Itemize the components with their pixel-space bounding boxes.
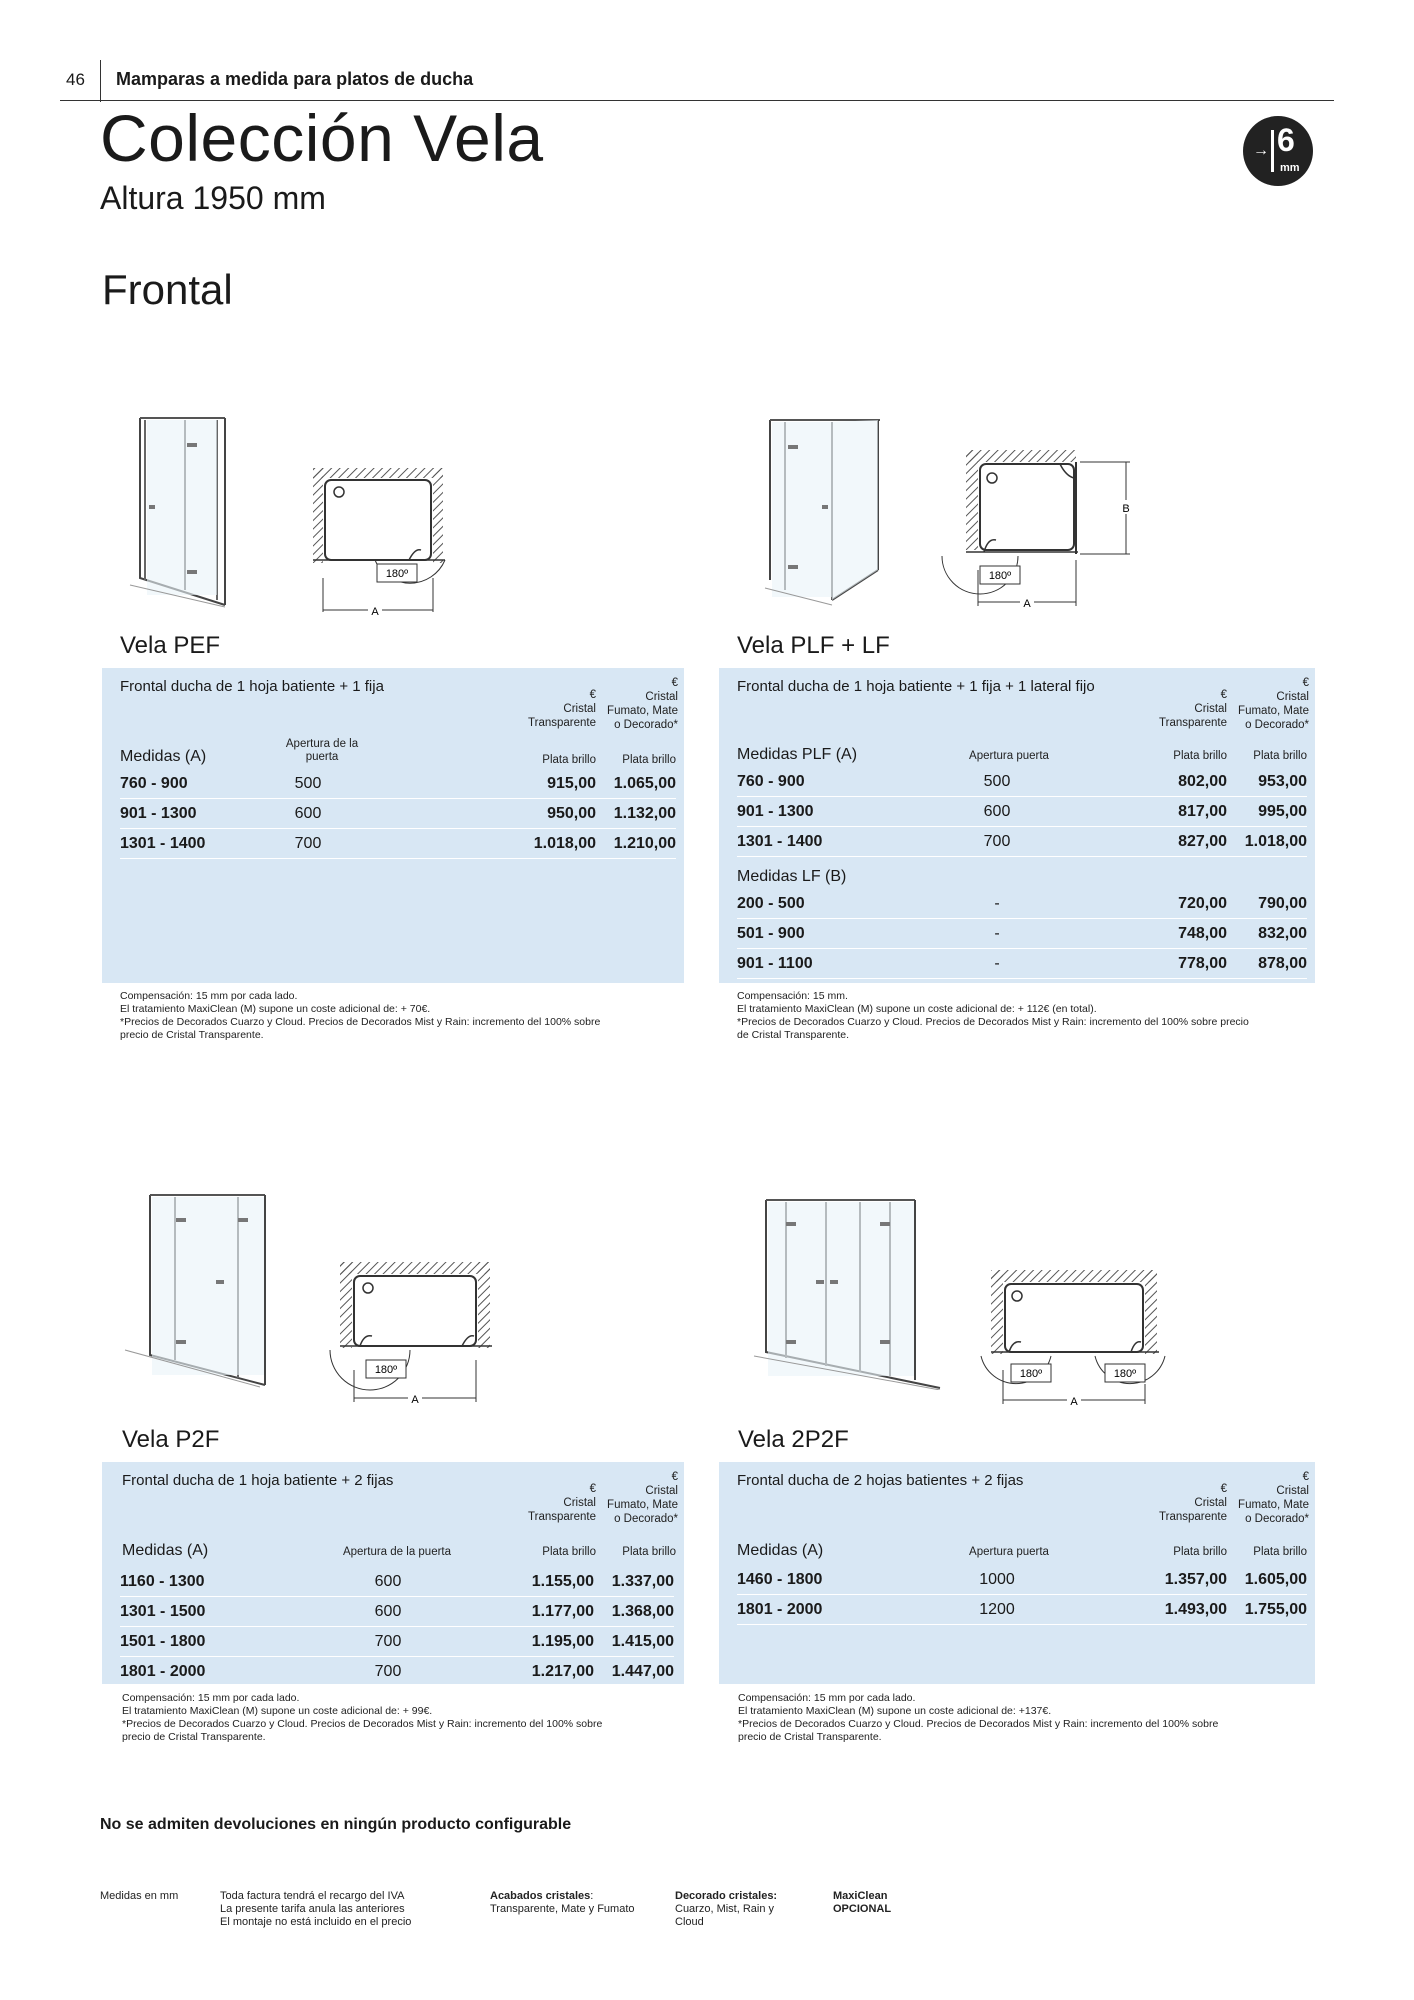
row-measure: 501 - 900	[737, 925, 805, 942]
row-price-transparent: 778,00	[1178, 955, 1227, 972]
table-row	[737, 920, 1307, 949]
table-row	[737, 1566, 1307, 1595]
col-medidas: Medidas PLF (A)	[737, 746, 858, 763]
page-title: Colección Vela	[100, 101, 544, 175]
table-row	[120, 1658, 674, 1687]
table-row	[737, 1596, 1307, 1625]
row-price-decorado: 953,00	[1258, 773, 1307, 790]
row-price-decorado: 790,00	[1258, 895, 1307, 912]
row-measure: 1460 - 1800	[737, 1571, 823, 1588]
row-opening: 600	[294, 805, 322, 822]
row-price-transparent: 1.018,00	[533, 835, 596, 852]
2p2f-plan-drawing	[975, 1260, 1175, 1410]
row-price-decorado: 1.018,00	[1244, 833, 1307, 850]
svg-text:A: A	[1023, 598, 1031, 610]
row-price-transparent: 1.155,00	[531, 1573, 594, 1590]
row-price-transparent: 748,00	[1178, 925, 1227, 942]
footer-invoice-info: Toda factura tendrá el recargo del IVA La presente tarifa anula las anteriores El montaje no está incluido en el precio	[220, 1890, 412, 1928]
footer-units: Medidas en mm	[100, 1890, 179, 1902]
svg-text:A: A	[411, 1394, 419, 1406]
pef-perspective-drawing	[125, 410, 265, 610]
plf-perspective-drawing	[760, 410, 920, 610]
row-measure: 760 - 900	[737, 773, 805, 790]
table-row	[120, 830, 676, 859]
svg-text:180º: 180º	[988, 570, 1012, 582]
product-name-plf: Vela PLF + LF	[737, 632, 890, 659]
category-heading: Frontal	[102, 266, 233, 313]
row-opening: 500	[294, 775, 322, 792]
row-price-transparent: 1.493,00	[1164, 1601, 1227, 1618]
row-price-transparent: 1.217,00	[531, 1663, 594, 1680]
row-price-decorado: 878,00	[1258, 955, 1307, 972]
col-finish2: Plata brillo	[622, 754, 676, 766]
row-opening: 1200	[979, 1601, 1015, 1618]
row-opening: -	[994, 895, 1000, 912]
row-measure: 1801 - 2000	[120, 1663, 206, 1680]
col-finish2: Plata brillo	[622, 1546, 676, 1558]
table-row	[120, 1628, 674, 1657]
col-medidas: Medidas (A)	[120, 748, 207, 765]
row-opening: -	[994, 925, 1000, 942]
col-price-transparent: € Cristal Transparente	[528, 689, 596, 729]
row-price-transparent: 1.177,00	[531, 1603, 594, 1620]
row-price-decorado: 1.132,00	[613, 805, 676, 822]
col-price-decorado: € Cristal Fumato, Mate o Decorado*	[607, 1471, 678, 1525]
row-measure: 901 - 1300	[120, 805, 197, 822]
angle-label: 180º	[385, 568, 409, 580]
row-price-decorado: 1.065,00	[613, 775, 676, 792]
product-name-pef: Vela PEF	[120, 632, 221, 659]
col-price-transparent: € Cristal Transparente	[1159, 689, 1227, 729]
arrow-right-icon: →	[1253, 142, 1269, 159]
plf-plan-drawing	[938, 450, 1138, 620]
footer-glass-finishes	[490, 1890, 635, 1916]
row-opening: 700	[374, 1663, 402, 1680]
row-price-transparent: 720,00	[1178, 895, 1227, 912]
table-row	[737, 768, 1307, 797]
col-finish1: Plata brillo	[542, 754, 596, 766]
price-table-2p2f	[719, 1462, 1315, 1684]
row-measure: 760 - 900	[120, 775, 188, 792]
table-row	[120, 1568, 674, 1597]
price-table-pef	[102, 668, 684, 983]
notes-p2f: Compensación: 15 mm por cada lado. El tratamiento MaxiClean (M) supone un coste adicional de: + 99€. *Precios de Decorados Cuarzo y Cloud. Precios de Decorados Mist y Rain: incremento del 100% sobre precio de Cristal Transparente.	[122, 1692, 603, 1743]
pef-plan-drawing	[305, 460, 460, 620]
notes-plf: Compensación: 15 mm. El tratamiento MaxiClean (M) supone un coste adicional de: + 112€ (en total). *Precios de Decorados Cuarzo y Cloud. Precios de Decorados Mist y Rain: incremento del 100% sobre precio de Cristal Transparente.	[737, 990, 1249, 1041]
glass-thickness-badge	[1243, 116, 1313, 186]
row-price-decorado: 1.755,00	[1244, 1601, 1307, 1618]
row-opening: 500	[983, 773, 1011, 790]
table-description: Frontal ducha de 1 hoja batiente + 1 fija + 1 lateral fijo	[737, 678, 1095, 695]
svg-text:A: A	[1070, 1396, 1078, 1408]
col-price-decorado: € Cristal Fumato, Mate o Decorado*	[1238, 677, 1309, 731]
glass-bar-icon	[1271, 130, 1274, 172]
col-price-transparent: € Cristal Transparente	[1159, 1483, 1227, 1523]
table-row	[737, 798, 1307, 827]
row-price-transparent: 817,00	[1178, 803, 1227, 820]
row-opening: 1000	[979, 1571, 1015, 1588]
table-row	[120, 770, 676, 799]
svg-text:180º: 180º	[1113, 1368, 1137, 1380]
col-apertura: Apertura puerta	[969, 1546, 1049, 1558]
footer-colon: :	[590, 1890, 594, 1902]
row-price-decorado: 1.210,00	[613, 835, 676, 852]
row-price-decorado: 1.447,00	[611, 1663, 674, 1680]
table-row	[737, 828, 1307, 857]
price-table-p2f	[102, 1462, 684, 1684]
row-price-decorado: 995,00	[1258, 803, 1307, 820]
col-price-decorado: € Cristal Fumato, Mate o Decorado*	[607, 677, 678, 731]
table-description: Frontal ducha de 1 hoja batiente + 1 fija	[120, 678, 384, 695]
footer-maxiclean-title: MaxiClean	[833, 1890, 888, 1902]
row-price-decorado: 832,00	[1258, 925, 1307, 942]
price-table-plf	[719, 668, 1315, 983]
row-measure: 1801 - 2000	[737, 1601, 823, 1618]
row-measure: 200 - 500	[737, 895, 805, 912]
svg-text:180º: 180º	[1019, 1368, 1043, 1380]
notes-2p2f: Compensación: 15 mm por cada lado. El tratamiento MaxiClean (M) supone un coste adicional de: +137€. *Precios de Decorados Cuarzo y Cloud. Precios de Decorados Mist y Rain: incremento del 100% sobre precio de Cristal Transparente.	[738, 1692, 1219, 1743]
row-price-transparent: 1.357,00	[1164, 1571, 1227, 1588]
row-opening: 600	[983, 803, 1011, 820]
no-returns-notice: No se admiten devoluciones en ningún producto configurable	[100, 1816, 572, 1833]
row-opening: 600	[374, 1573, 402, 1590]
col-finish1: Plata brillo	[1173, 1546, 1227, 1558]
col-apertura: Apertura puerta	[969, 750, 1049, 762]
row-measure: 1501 - 1800	[120, 1633, 206, 1650]
row-price-transparent: 915,00	[547, 775, 596, 792]
table-row	[737, 890, 1307, 919]
footer-glass-finishes-title: Acabados cristales	[490, 1890, 591, 1902]
col-price-transparent: € Cristal Transparente	[528, 1483, 596, 1523]
svg-text:B: B	[1122, 503, 1130, 515]
footer-decorated-glass	[675, 1890, 777, 1929]
col-medidas-lf: Medidas LF (B)	[737, 868, 847, 885]
row-measure: 901 - 1300	[737, 803, 814, 820]
row-price-transparent: 827,00	[1178, 833, 1227, 850]
row-opening: -	[994, 955, 1000, 972]
row-measure: 1301 - 1500	[120, 1603, 206, 1620]
page-subtitle: Altura 1950 mm	[100, 180, 326, 216]
col-finish1: Plata brillo	[542, 1546, 596, 1558]
badge-unit: mm	[1280, 162, 1300, 174]
row-opening: 700	[983, 833, 1011, 850]
col-price-decorado: € Cristal Fumato, Mate o Decorado*	[1238, 1471, 1309, 1525]
notes-pef: Compensación: 15 mm por cada lado. El tratamiento MaxiClean (M) supone un coste adicional de: + 70€. *Precios de Decorados Cuarzo y Cloud. Precios de Decorados Mist y Rain: incremento del 100% sobre precio de Cristal Transparente.	[120, 990, 601, 1041]
p2f-plan-drawing	[320, 1260, 500, 1410]
row-price-decorado: 1.605,00	[1244, 1571, 1307, 1588]
row-measure: 1301 - 1400	[737, 833, 823, 850]
product-name-p2f: Vela P2F	[122, 1426, 220, 1453]
footer-decorated-body: Cuarzo, Mist, Rain y Cloud	[675, 1903, 775, 1928]
row-opening: 700	[294, 835, 322, 852]
row-measure: 1160 - 1300	[120, 1573, 205, 1590]
row-price-transparent: 950,00	[547, 805, 596, 822]
table-row	[120, 800, 676, 829]
product-name-2p2f: Vela 2P2F	[738, 1426, 849, 1453]
svg-text:A: A	[371, 606, 379, 618]
row-price-decorado: 1.337,00	[611, 1573, 674, 1590]
badge-value: 6	[1277, 122, 1295, 158]
footer-decorated-title: Decorado cristales:	[675, 1890, 778, 1902]
page-number: 46	[66, 70, 85, 89]
row-measure: 901 - 1100	[737, 955, 813, 972]
2p2f-perspective-drawing	[750, 1190, 950, 1390]
col-finish2: Plata brillo	[1253, 1546, 1307, 1558]
p2f-perspective-drawing	[120, 1190, 280, 1390]
table-row	[737, 950, 1307, 979]
table-description: Frontal ducha de 2 hojas batientes + 2 fijas	[737, 1472, 1024, 1489]
row-price-decorado: 1.415,00	[611, 1633, 674, 1650]
svg-text:180º: 180º	[374, 1364, 398, 1376]
col-finish1: Plata brillo	[1173, 750, 1227, 762]
header-divider	[100, 60, 101, 102]
footer-glass-finishes-body: Transparente, Mate y Fumato	[490, 1903, 635, 1915]
footer-maxiclean-body: OPCIONAL	[833, 1903, 892, 1915]
row-price-decorado: 1.368,00	[611, 1603, 674, 1620]
col-finish2: Plata brillo	[1253, 750, 1307, 762]
row-opening: 600	[374, 1603, 402, 1620]
col-apertura: Apertura de la puerta	[285, 738, 359, 763]
col-medidas: Medidas (A)	[122, 1542, 209, 1559]
table-description: Frontal ducha de 1 hoja batiente + 2 fijas	[122, 1472, 394, 1489]
row-price-transparent: 1.195,00	[531, 1633, 594, 1650]
col-medidas: Medidas (A)	[737, 1542, 824, 1559]
footer-maxiclean	[833, 1890, 891, 1916]
col-apertura: Apertura de la puerta	[342, 1546, 452, 1558]
row-measure: 1301 - 1400	[120, 835, 206, 852]
row-price-transparent: 802,00	[1178, 773, 1227, 790]
table-row	[120, 1598, 674, 1627]
section-title: Mamparas a medida para platos de ducha	[116, 69, 474, 89]
row-opening: 700	[374, 1633, 402, 1650]
